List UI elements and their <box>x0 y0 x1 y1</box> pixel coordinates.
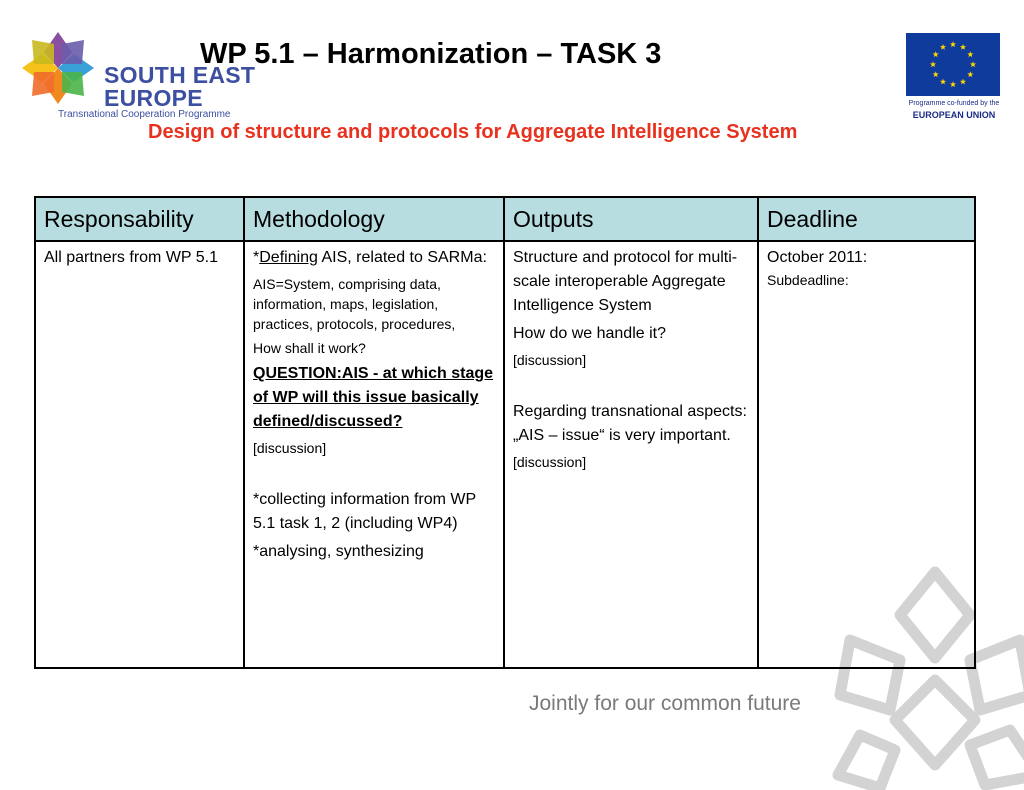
column-header-outputs: Outputs <box>504 197 758 241</box>
eu-caption-line1: Programme co-funded by the <box>908 100 1000 107</box>
cell-methodology <box>244 241 504 668</box>
outputs-discussion-1: [discussion] <box>513 352 587 368</box>
eu-caption-line2: EUROPEAN UNION <box>912 110 996 120</box>
methodology-how: How shall it work? <box>253 340 366 356</box>
methodology-defining <box>253 246 494 270</box>
eu-flag-icon <box>906 33 1000 96</box>
outputs-discussion-2: [discussion] <box>513 454 587 470</box>
page-subtitle: Design of structure and protocols for Aggregate Intelligence System <box>148 121 798 143</box>
column-header-methodology: Methodology <box>244 197 504 241</box>
eu-logo <box>906 33 1002 123</box>
footer-tagline: Jointly for our common future <box>529 692 801 715</box>
cell-outputs <box>504 241 758 668</box>
deadline-date: October 2011: <box>767 249 868 266</box>
cell-deadline <box>758 241 975 668</box>
table-header-row <box>35 197 975 241</box>
outputs-structure: Structure and protocol for multi-scale interoperable Aggregate Intelligence System <box>513 249 738 314</box>
page-title: WP 5.1 – Harmonization – TASK 3 <box>200 38 662 70</box>
logo-text-line3: Transnational Cooperation Programme <box>58 109 231 120</box>
responsibility-text: All partners from WP 5.1 <box>44 249 218 266</box>
methodology-defining-rest: AIS, related to SARMa: <box>317 249 487 266</box>
outputs-transnational: Regarding transnational aspects: „AIS – issue“ is very important. <box>513 403 747 444</box>
methodology-analysing: *analysing, synthesizing <box>253 543 424 560</box>
deadline-sub: Subdeadline: <box>767 272 849 288</box>
methodology-definition: AIS=System, comprising data, information, maps, legislation, practices, protocols, procedures, <box>253 276 456 332</box>
methodology-discussion: [discussion] <box>253 440 327 456</box>
logo-text-line1: SOUTH EAST <box>104 62 256 88</box>
table-row <box>35 241 975 668</box>
column-header-responsability: Responsability <box>35 197 244 241</box>
see-flower-icon <box>18 28 98 108</box>
methodology-collecting: *collecting information from WP 5.1 task 1, 2 (including WP4) <box>253 491 476 532</box>
task-table <box>34 196 976 669</box>
methodology-prefix: * <box>253 249 260 266</box>
outputs-handle: How do we handle it? <box>513 325 666 342</box>
cell-responsability <box>35 241 244 668</box>
column-header-deadline: Deadline <box>758 197 975 241</box>
methodology-question: QUESTION:AIS - at which stage of WP will this issue basically defined/discussed? <box>253 365 494 430</box>
logo-text-line2: EUROPE <box>104 85 203 111</box>
methodology-defining-word: Defining <box>259 249 318 266</box>
